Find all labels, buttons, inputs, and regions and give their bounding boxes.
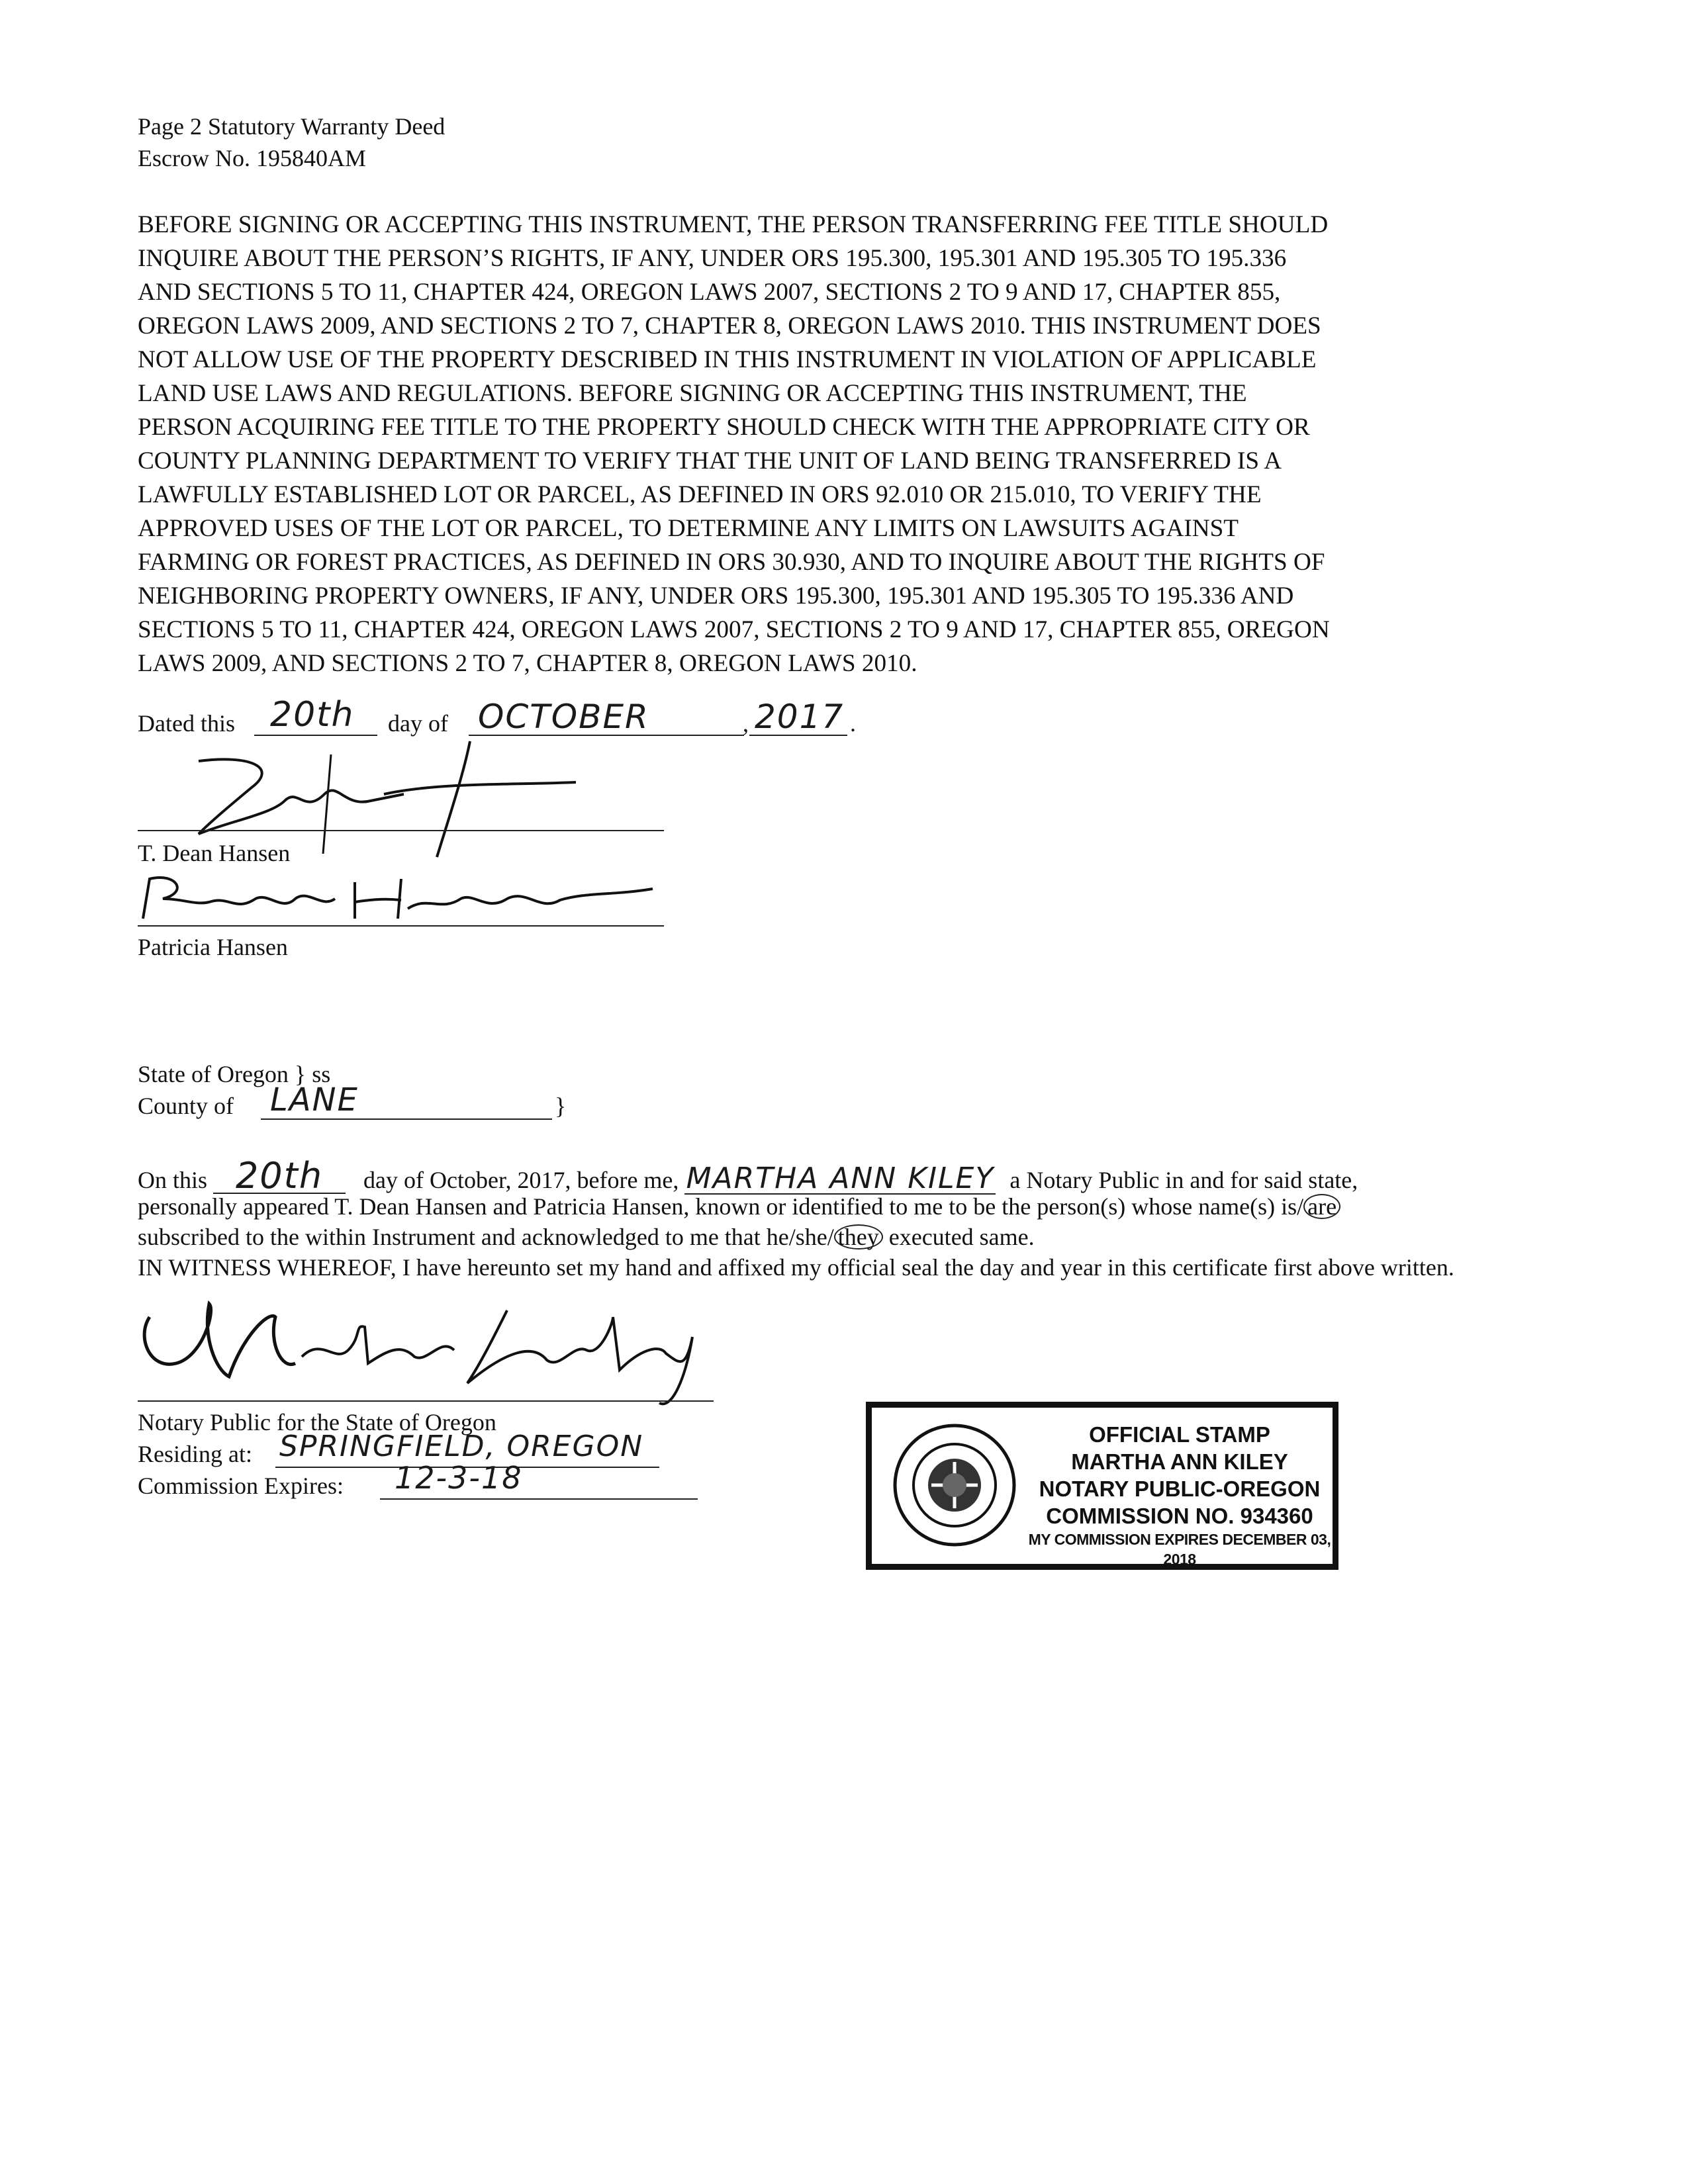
stamp-line: OFFICIAL STAMP xyxy=(1089,1422,1270,1447)
notary-public-for-state: a Notary Public in and for said state, xyxy=(1009,1167,1358,1193)
dated-year-line xyxy=(749,735,847,736)
circled-are: are xyxy=(1303,1194,1340,1219)
warning-line: INQUIRE ABOUT THE PERSON’S RIGHTS, IF ANY, UNDER ORS 195.300, 195.301 AND 195.305 TO 195.336 xyxy=(138,245,1287,272)
dated-comma: , xyxy=(743,710,749,737)
statutory-warning xyxy=(138,208,1548,680)
stamp-line: MY COMMISSION EXPIRES DECEMBER 03, 2018 xyxy=(1028,1531,1331,1568)
warning-line: NOT ALLOW USE OF THE PROPERTY DESCRIBED IN THIS INSTRUMENT IN VIOLATION OF APPLICABLE xyxy=(138,346,1317,373)
dated-prefix: Dated this xyxy=(138,710,235,737)
notary-title: Notary Public for the State of Oregon xyxy=(138,1409,496,1435)
notary-signature-line xyxy=(138,1400,714,1402)
signature-patricia-hansen xyxy=(136,872,666,925)
warning-line: OREGON LAWS 2009, AND SECTIONS 2 TO 7, CHAPTER 8, OREGON LAWS 2010. THIS INSTRUMENT DOES xyxy=(138,312,1321,340)
signer-2-name: Patricia Hansen xyxy=(138,934,288,960)
venue-state: State of Oregon } ss xyxy=(138,1061,331,1087)
warning-line: FARMING OR FOREST PRACTICES, AS DEFINED IN ORS 30.930, AND TO INQUIRE ABOUT THE RIGHTS OF xyxy=(138,549,1325,576)
signature-line-1 xyxy=(138,830,664,831)
signer-1-name: T. Dean Hansen xyxy=(138,840,291,866)
expires-line xyxy=(380,1498,698,1500)
dated-month: OCTOBER xyxy=(478,698,649,736)
warning-line: SECTIONS 5 TO 11, CHAPTER 424, OREGON LAWS 2007, SECTIONS 2 TO 9 AND 17, CHAPTER 855, OREGON xyxy=(138,616,1330,643)
warning-line: LAND USE LAWS AND REGULATIONS. BEFORE SIGNING OR ACCEPTING THIS INSTRUMENT, THE xyxy=(138,380,1247,407)
notary-subscribed-line xyxy=(138,1222,1561,1252)
notary-day: 20th xyxy=(213,1160,346,1194)
stamp-text xyxy=(1024,1421,1335,1569)
dated-day-line xyxy=(254,735,377,736)
expires-value: 12-3-18 xyxy=(395,1460,523,1496)
dated-mid: day of xyxy=(388,710,448,737)
circled-they: they xyxy=(834,1224,883,1250)
page-title: Page 2 Statutory Warranty Deed xyxy=(138,113,445,140)
notary-subscribed: subscribed to the within Instrument and acknowledged to me that he/she/ xyxy=(138,1224,834,1250)
dated-day: 20th xyxy=(270,695,355,735)
venue-county: LANE xyxy=(270,1081,359,1118)
stamp-line: NOTARY PUBLIC-OREGON xyxy=(1039,1477,1321,1501)
expires-label: Commission Expires: xyxy=(138,1473,344,1499)
warning-line: LAWS 2009, AND SECTIONS 2 TO 7, CHAPTER 8, OREGON LAWS 2010. xyxy=(138,650,917,677)
warning-line: APPROVED USES OF THE LOT OR PARCEL, TO DETERMINE ANY LIMITS ON LAWSUITS AGAINST xyxy=(138,515,1239,542)
dated-year: 2017 xyxy=(755,698,845,736)
notary-on-this: On this xyxy=(138,1167,208,1193)
signature-martha-kiley xyxy=(136,1297,719,1410)
notary-name-handwritten: MARTHA ANN KILEY xyxy=(684,1164,996,1195)
stamp-line: MARTHA ANN KILEY xyxy=(1071,1449,1288,1474)
warning-line: PERSON ACQUIRING FEE TITLE TO THE PROPERTY SHOULD CHECK WITH THE APPROPRIATE CITY OR xyxy=(138,414,1310,441)
venue-county-label: County of xyxy=(138,1093,234,1119)
notary-witness: IN WITNESS WHEREOF, I have hereunto set my hand and affixed my official seal the day and year in this certificate first above written. xyxy=(138,1254,1454,1281)
notary-on-this-line xyxy=(138,1155,1561,1197)
warning-line: AND SECTIONS 5 TO 11, CHAPTER 424, OREGON LAWS 2007, SECTIONS 2 TO 9 AND 17, CHAPTER 855, xyxy=(138,279,1281,306)
notary-appeared: personally appeared T. Dean Hansen and Patricia Hansen, known or identified to me to be the person(s) whose name(s) is/ xyxy=(138,1193,1304,1220)
official-stamp xyxy=(866,1402,1338,1570)
dated-period: . xyxy=(850,710,856,737)
notary-appeared-line xyxy=(138,1191,1561,1222)
dated-month-line xyxy=(469,735,744,736)
venue-county-brace: } xyxy=(555,1093,567,1119)
signature-line-2 xyxy=(138,925,664,927)
warning-line: NEIGHBORING PROPERTY OWNERS, IF ANY, UNDER ORS 195.300, 195.301 AND 195.305 TO 195.336 AND xyxy=(138,582,1294,610)
warning-line: BEFORE SIGNING OR ACCEPTING THIS INSTRUMENT, THE PERSON TRANSFERRING FEE TITLE SHOULD xyxy=(138,211,1329,238)
warning-line: LAWFULLY ESTABLISHED LOT OR PARCEL, AS DEFINED IN ORS 92.010 OR 215.010, TO VERIFY THE xyxy=(138,481,1262,508)
notary-day-of: day of October, 2017, before me, xyxy=(363,1167,679,1193)
escrow-number: Escrow No. 195840AM xyxy=(138,145,366,171)
residing-value: SPRINGFIELD, OREGON xyxy=(279,1430,644,1463)
state-seal-icon xyxy=(892,1422,1017,1548)
notary-executed: executed same. xyxy=(888,1224,1035,1250)
residing-label: Residing at: xyxy=(138,1441,252,1467)
stamp-line: COMMISSION NO. 934360 xyxy=(1046,1504,1313,1528)
venue-county-line xyxy=(261,1118,552,1120)
warning-line: COUNTY PLANNING DEPARTMENT TO VERIFY THAT THE UNIT OF LAND BEING TRANSFERRED IS A xyxy=(138,447,1282,475)
